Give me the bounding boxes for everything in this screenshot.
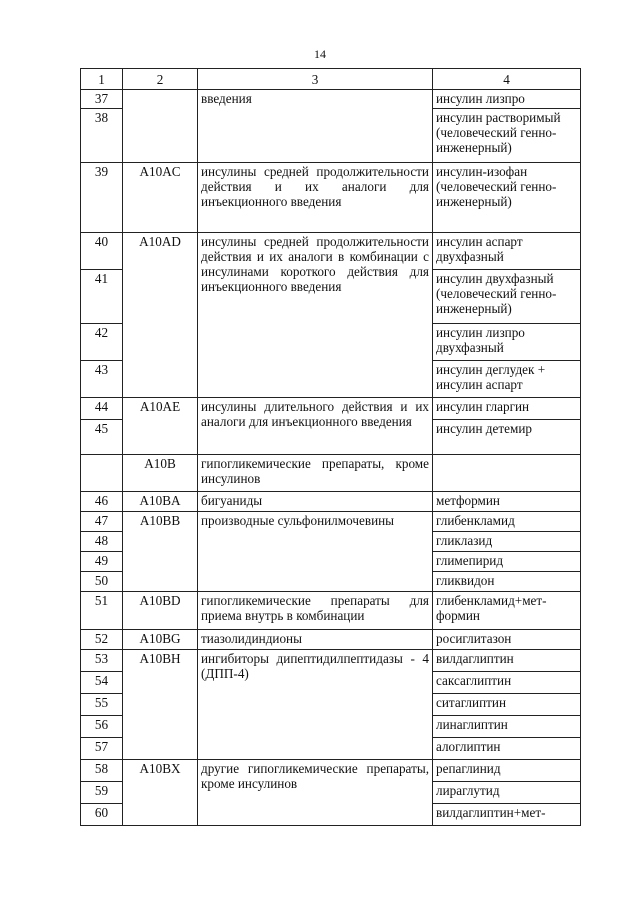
atc-code: A10AC [123, 163, 198, 233]
row-number: 52 [81, 630, 123, 650]
row-number: 50 [81, 572, 123, 592]
atc-code: A10BX [123, 760, 198, 826]
drug-name: линаглиптин [433, 716, 581, 738]
atc-code: A10AD [123, 233, 198, 398]
group-description: инсулины средней продолжительности действия и их аналоги для инъекционного введения [198, 163, 433, 233]
drug-name: глибенкламид [433, 512, 581, 532]
table-row [81, 90, 581, 109]
header-col-1: 1 [81, 69, 123, 90]
drug-name: инсулин гларгин [433, 398, 581, 420]
drug-name: метформин [433, 492, 581, 512]
table-row [81, 760, 581, 782]
drug-name: ситаглиптин [433, 694, 581, 716]
header-col-4: 4 [433, 69, 581, 90]
table-row [81, 398, 581, 420]
group-description: тиазолидиндионы [198, 630, 433, 650]
row-number: 42 [81, 324, 123, 361]
row-number: 51 [81, 592, 123, 630]
drug-name: инсулин лизпро [433, 90, 581, 109]
atc-code: A10BB [123, 512, 198, 592]
group-description: бигуаниды [198, 492, 433, 512]
table-row [81, 233, 581, 270]
group-description: производные сульфонилмочевины [198, 512, 433, 592]
atc-code: A10BD [123, 592, 198, 630]
drug-name: инсулин детемир [433, 420, 581, 455]
atc-code: A10AE [123, 398, 198, 455]
row-number: 58 [81, 760, 123, 782]
group-description: инсулины средней продолжительности действия и их аналоги в комбинации с инсулинами короткого действия для инъекционного введения [198, 233, 433, 398]
group-description: инсулины длительного действия и их аналоги для инъекционного введения [198, 398, 433, 455]
row-number: 56 [81, 716, 123, 738]
row-number: 60 [81, 804, 123, 826]
group-description: ингибиторы дипептидилпептидазы - 4 (ДПП-4) [198, 650, 433, 760]
table-row [81, 163, 581, 233]
group-description: другие гипогликемические препараты, кроме инсулинов [198, 760, 433, 826]
row-number: 49 [81, 552, 123, 572]
row-number: 45 [81, 420, 123, 455]
drug-name: гликлазид [433, 532, 581, 552]
row-number: 41 [81, 270, 123, 324]
page-number: 14 [314, 47, 326, 61]
drug-name: алоглиптин [433, 738, 581, 760]
table-row [81, 650, 581, 672]
drug-name: лираглутид [433, 782, 581, 804]
row-number: 39 [81, 163, 123, 233]
table-row [81, 455, 581, 492]
row-number: 44 [81, 398, 123, 420]
drug-name: росиглитазон [433, 630, 581, 650]
table-row [81, 592, 581, 630]
drug-name: вилдаглиптин [433, 650, 581, 672]
row-number: 55 [81, 694, 123, 716]
atc-code: A10B [123, 455, 198, 492]
group-description: гипогликемические препараты для приема внутрь в комбинации [198, 592, 433, 630]
drug-table [80, 68, 581, 826]
drug-name [433, 455, 581, 492]
row-number: 38 [81, 109, 123, 163]
row-number [81, 455, 123, 492]
atc-code: A10BG [123, 630, 198, 650]
table-row [81, 512, 581, 532]
drug-name: инсулин деглудек + инсулин аспарт [433, 361, 581, 398]
drug-name: репаглинид [433, 760, 581, 782]
row-number: 57 [81, 738, 123, 760]
row-number: 47 [81, 512, 123, 532]
table-row [81, 492, 581, 512]
drug-name: глимепирид [433, 552, 581, 572]
row-number: 46 [81, 492, 123, 512]
drug-name: саксаглиптин [433, 672, 581, 694]
drug-name: гликвидон [433, 572, 581, 592]
row-number: 48 [81, 532, 123, 552]
row-number: 53 [81, 650, 123, 672]
drug-name: инсулин двухфазный (человеческий генно-инженерный) [433, 270, 581, 324]
row-number: 40 [81, 233, 123, 270]
group-description: гипогликемические препараты, кроме инсулинов [198, 455, 433, 492]
header-row [81, 69, 581, 90]
drug-name: инсулин-изофан (человеческий генно-инженерный) [433, 163, 581, 233]
atc-code [123, 90, 198, 163]
row-number: 59 [81, 782, 123, 804]
header-col-3: 3 [198, 69, 433, 90]
row-number: 37 [81, 90, 123, 109]
row-number: 43 [81, 361, 123, 398]
table-row [81, 630, 581, 650]
atc-code: A10BH [123, 650, 198, 760]
atc-code: A10BA [123, 492, 198, 512]
header-col-2: 2 [123, 69, 198, 90]
drug-name: инсулин аспарт двухфазный [433, 233, 581, 270]
drug-name: вилдаглиптин+мет- [433, 804, 581, 826]
group-description: введения [198, 90, 433, 163]
drug-name: глибенкламид+мет-формин [433, 592, 581, 630]
row-number: 54 [81, 672, 123, 694]
drug-name: инсулин лизпро двухфазный [433, 324, 581, 361]
drug-name: инсулин растворимый (человеческий генно-инженерный) [433, 109, 581, 163]
